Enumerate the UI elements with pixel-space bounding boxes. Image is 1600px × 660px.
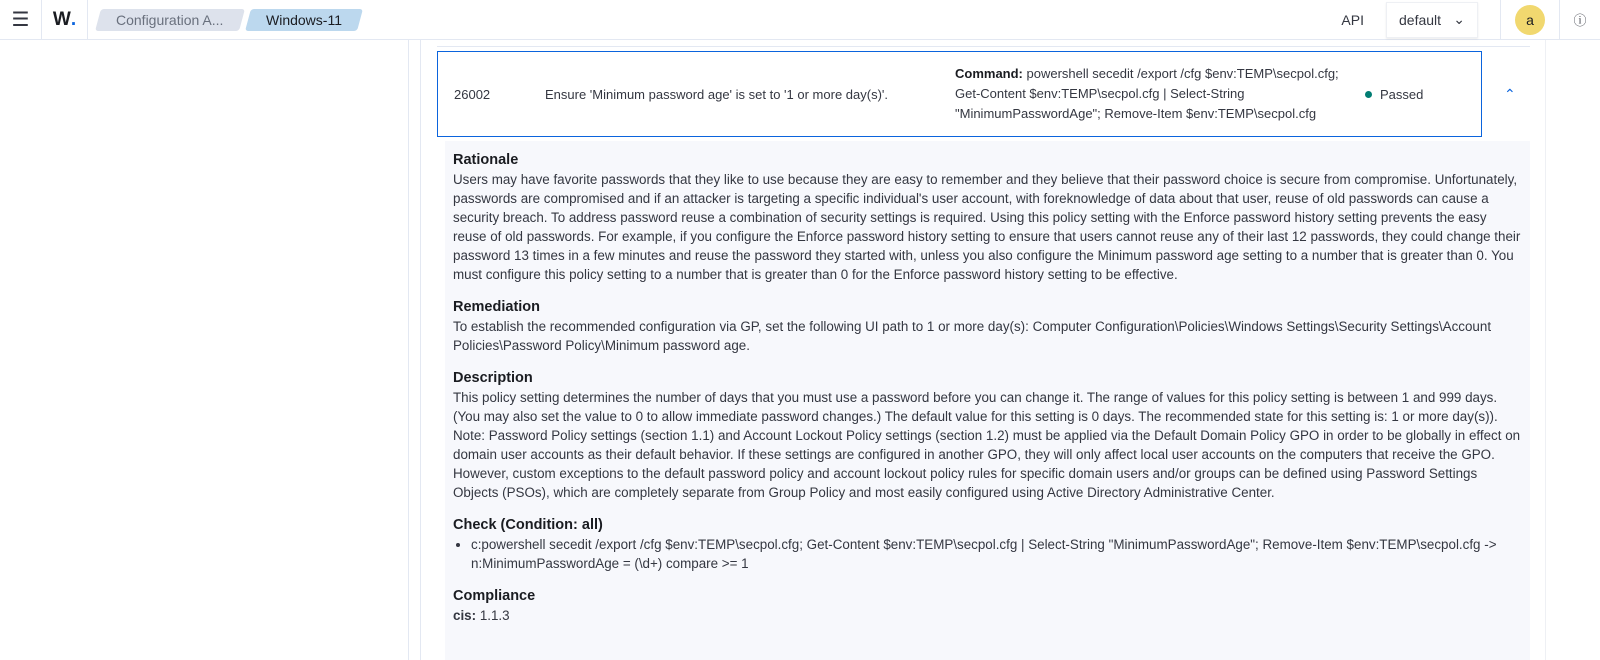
breadcrumb-label: Configuration A...	[116, 11, 224, 28]
compliance-value: 1.1.3	[479, 608, 510, 623]
avatar[interactable]: a	[1515, 5, 1545, 35]
check-heading: Check (Condition: all)	[453, 517, 603, 533]
space-select-value: default	[1399, 11, 1442, 28]
table-row[interactable]	[437, 51, 1482, 137]
check-item: • c:powershell secedit /export /cfg $env:TEMP\secpol.cfg; Get-Content $env:TEMP\secpol.cfg | Select-String "MinimumPasswordAge"; Remove-Item $env:TEMP\secpol.cfg -> n:MinimumPasswordAge = (\d+) compare >= 1	[471, 535, 1522, 573]
remediation-heading: Remediation	[453, 299, 541, 315]
check-title: Ensure 'Minimum password age' is set to '1 or more day(s)'.	[545, 86, 888, 102]
help-icon[interactable]: ⓘ	[1573, 13, 1587, 28]
description-heading: Description	[453, 370, 533, 386]
api-link[interactable]: API	[1341, 11, 1364, 28]
rationale-text: Users may have favorite passwords that they like to use because they are easy to remember and they believe that their password choice is secure from compromise. Unfortunately, passwords are compromised and if an attacker is targeting a specific individual's user account, with foreknowledge of data about that user, reuse of old passwords can cause a security breach. To address password reuse a combination of security settings is required. Using this policy setting with the Enforce password history setting prevents the easy reuse of old passwords. For example, if you configure the Enforce password history setting to ensure that users cannot reuse any of their last 12 passwords, they could change their password 13 times in a few minutes and reuse the password they started with, unless you also configure the Minimum password age setting to a number that is greater than 0. You must configure this policy setting to a number that is greater than 0 for the Enforce password history setting to be effective.	[453, 172, 1521, 282]
breadcrumb-configuration-assessment[interactable]	[95, 9, 245, 31]
check-details	[445, 141, 1530, 660]
app-logo[interactable]: W .	[42, 0, 88, 40]
status-label: Passed	[1380, 86, 1424, 102]
divider	[1500, 0, 1501, 40]
command-text: powershell secedit /export /cfg $env:TEMP\secpol.cfg; Get-Content $env:TEMP\secpol.cfg | Select-String "MinimumPasswordAge"; Remove-Item $env:TEMP\secpol.cfg	[955, 66, 1339, 121]
menu-icon[interactable]: ☰	[0, 0, 42, 40]
divider	[408, 40, 409, 660]
status-badge	[1365, 87, 1423, 102]
breadcrumb-windows-11[interactable]	[245, 9, 363, 31]
compliance-item	[453, 606, 1522, 625]
check-id: 26002	[454, 86, 491, 102]
scrollbar[interactable]	[1545, 40, 1600, 660]
command-label: Command:	[955, 66, 1023, 81]
space-select[interactable]	[1386, 2, 1478, 38]
remediation-text: To establish the recommended configuration via GP, set the following UI path to 1 or more day(s): Computer Configuration\Policies\Windows Settings\Security Settings\Account Policies\Password Policy\Minimum password age.	[453, 319, 1492, 353]
rationale-heading: Rationale	[453, 152, 519, 168]
description-text: This policy setting determines the number of days that you must use a password before you can change it. The range of values for this policy setting is between 1 and 999 days. (You may also set the value to 0 to allow immediate password changes.) The default value for this setting is 0 days. The recommended state for this setting is: 1 or more day(s)). Note: Password Policy settings (section 1.1) and Account Lockout Policy settings (section 1.2) must be applied via the Default Domain Policy GPO in order to be globally in effect on domain user accounts as their default behavior. If these settings are configured in another GPO, they will only affect local user accounts on the computers that receive the GPO. However, custom exceptions to the default password policy and account lockout policy rules for specific domain users and/or groups can be defined using Password Settings Objects (PSOs), which are completely separate from Group Policy and most easily configured using Active Directory Administrative Center.	[453, 390, 1521, 500]
breadcrumb-label: Windows-11	[266, 11, 342, 28]
compliance-heading: Compliance	[453, 588, 536, 604]
compliance-key: cis:	[453, 608, 477, 623]
check-command	[955, 64, 1365, 124]
chevron-down-icon: ⌄	[1453, 11, 1465, 27]
divider	[437, 46, 1530, 47]
top-header	[0, 0, 1600, 40]
status-dot-icon	[1365, 91, 1372, 98]
chevron-up-icon[interactable]: ⌃	[1504, 86, 1516, 102]
